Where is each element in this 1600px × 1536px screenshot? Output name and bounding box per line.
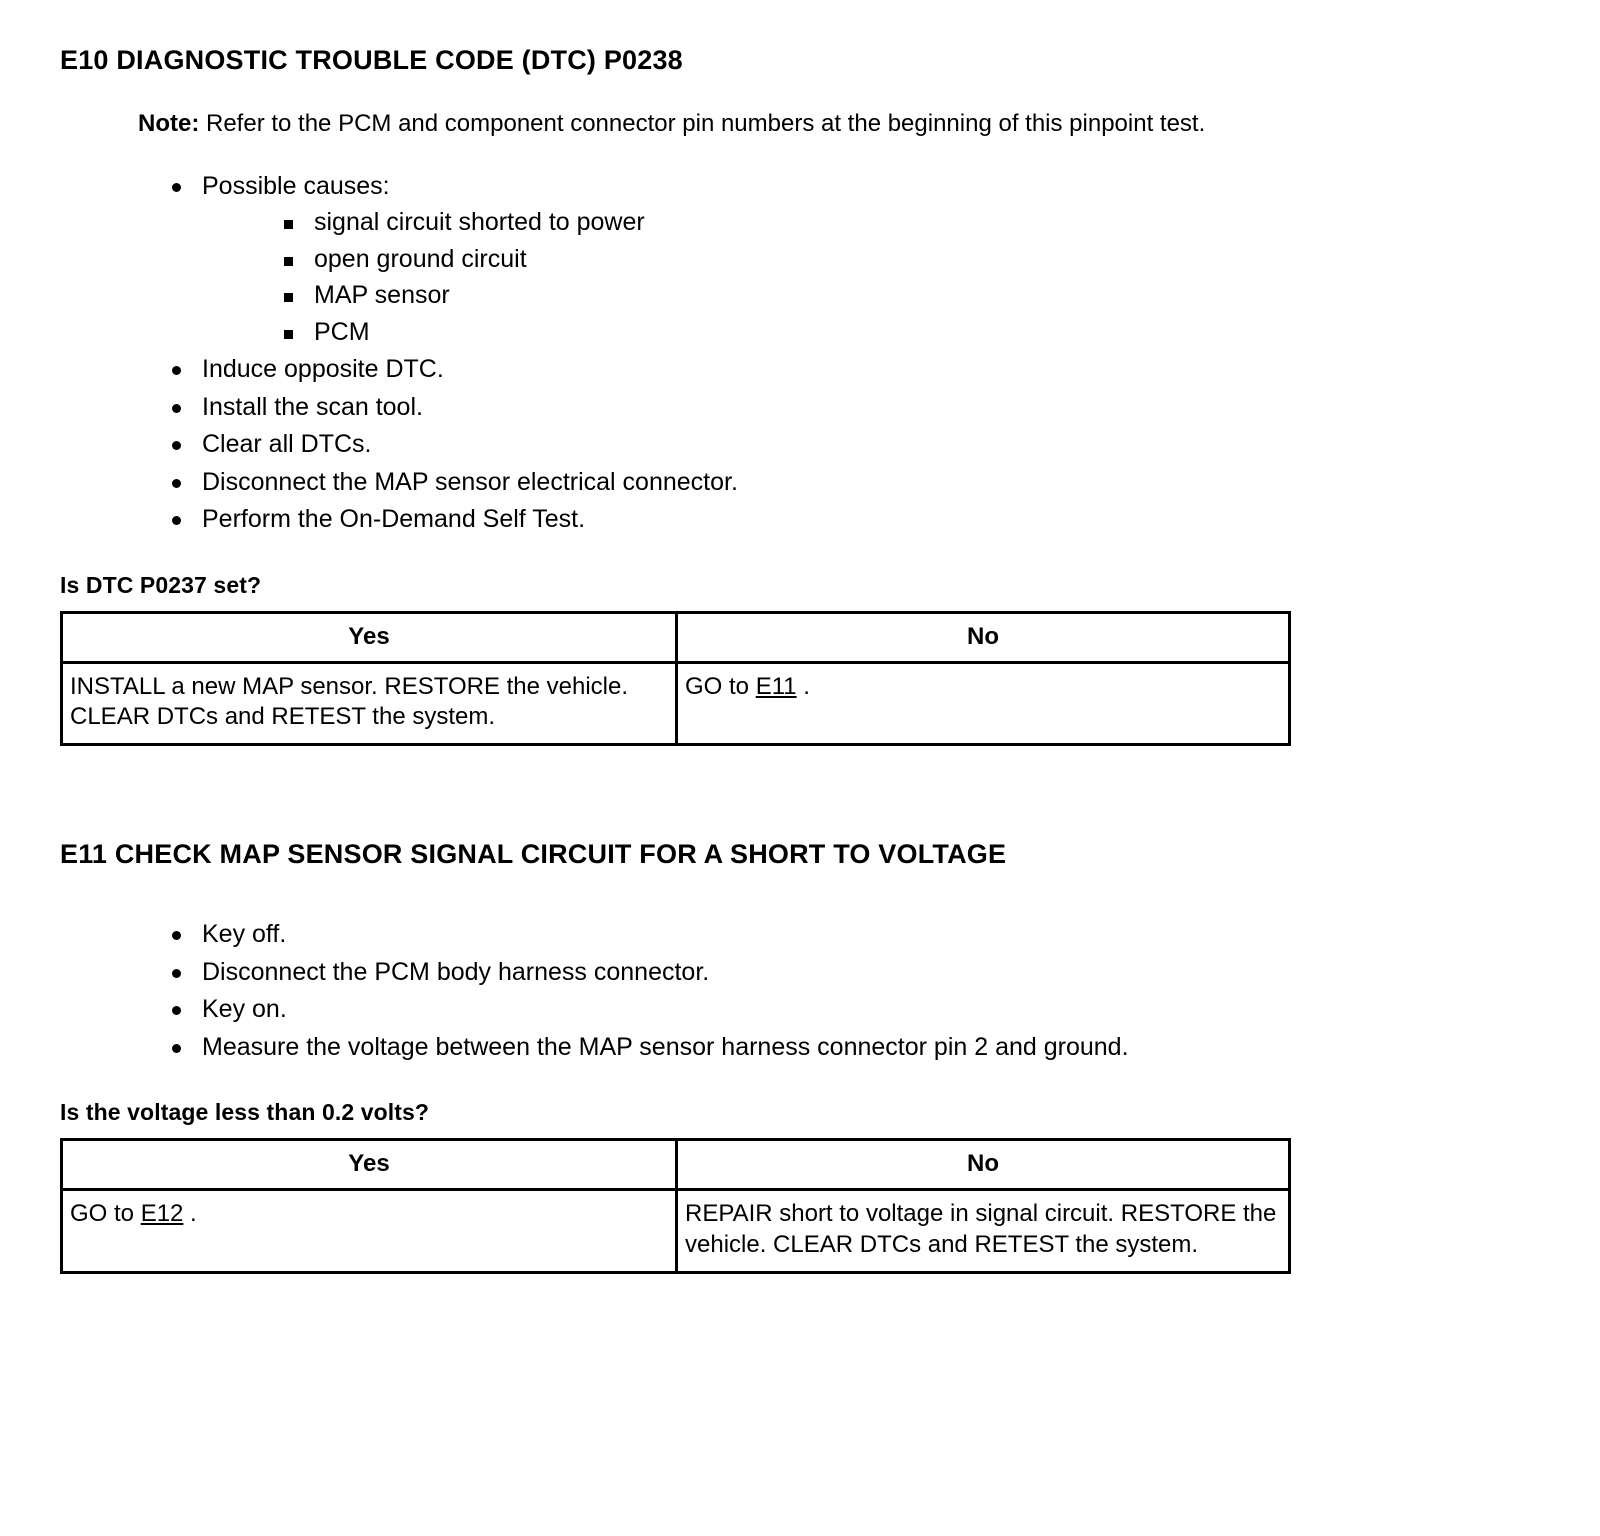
goto-prefix: GO to: [685, 672, 756, 700]
link-e12[interactable]: E12: [140, 1200, 184, 1228]
list-item: [280, 241, 1540, 278]
goto-suffix: .: [183, 1200, 197, 1228]
table-header-row: [62, 1140, 1290, 1190]
decision-table-e11: [60, 1138, 1291, 1273]
list-item: [168, 168, 1540, 351]
list-item-label: Induce opposite DTC.: [202, 355, 444, 384]
table-header-row: [62, 612, 1290, 662]
list-item: [168, 389, 1540, 426]
causes-list-e10: [202, 204, 1540, 350]
cell-yes-action: INSTALL a new MAP sensor. RESTORE the vehicle. CLEAR DTCs and RETEST the system.: [62, 662, 677, 744]
list-item-label: Perform the On-Demand Self Test.: [202, 505, 586, 534]
cell-no-action: [677, 662, 1290, 744]
steps-list-e10: [60, 168, 1540, 538]
list-item: [280, 314, 1540, 351]
column-header-no: No: [677, 612, 1290, 662]
decision-table-e10: [60, 611, 1291, 746]
list-item: [168, 1029, 1540, 1066]
list-item-label: PCM: [314, 317, 370, 346]
goto-suffix: .: [796, 672, 810, 700]
list-item-label: Clear all DTCs.: [202, 430, 372, 459]
note-text: Refer to the PCM and component connector pin numbers at the beginning of this pinpoint test.: [199, 110, 1206, 138]
section-e11: [60, 838, 1540, 1274]
list-item: [168, 426, 1540, 463]
question-e11: Is the voltage less than 0.2 volts?: [60, 1099, 430, 1126]
list-item: [168, 916, 1540, 953]
link-e11[interactable]: E11: [755, 672, 797, 700]
list-item-label: open ground circuit: [314, 244, 527, 273]
table-row: [62, 1190, 1290, 1272]
list-item: [168, 991, 1540, 1028]
steps-list-e11: [60, 916, 1540, 1065]
note-label: Note:: [138, 110, 200, 138]
list-item: [168, 351, 1540, 388]
list-item-label: signal circuit shorted to power: [314, 208, 645, 237]
list-item-label: Key off.: [202, 920, 287, 949]
note-e10: [138, 108, 1540, 139]
list-item-label: Key on.: [202, 995, 287, 1024]
goto-prefix: GO to: [70, 1200, 141, 1228]
list-item: [168, 464, 1540, 501]
section-e10: [60, 44, 1540, 746]
list-item: [280, 277, 1540, 314]
list-item: [168, 954, 1540, 991]
list-item: [168, 501, 1540, 538]
page-title-e11: E11 CHECK MAP SENSOR SIGNAL CIRCUIT FOR A SHORT TO VOLTAGE: [60, 839, 1007, 870]
cell-no-action: REPAIR short to voltage in signal circuit. RESTORE the vehicle. CLEAR DTCs and RETEST the system.: [677, 1190, 1290, 1272]
list-item-label: MAP sensor: [314, 281, 450, 310]
list-item-label: Possible causes:: [202, 171, 390, 200]
list-item-label: Install the scan tool.: [202, 392, 423, 421]
list-item-label: Disconnect the PCM body harness connector.: [202, 957, 710, 986]
table-row: [62, 662, 1290, 744]
column-header-yes: Yes: [62, 1140, 677, 1190]
list-item: [280, 204, 1540, 241]
column-header-no: No: [677, 1140, 1290, 1190]
question-e10: Is DTC P0237 set?: [60, 571, 262, 598]
page-title-e10: E10 DIAGNOSTIC TROUBLE CODE (DTC) P0238: [60, 45, 683, 75]
list-item-label: Measure the voltage between the MAP sensor harness connector pin 2 and ground.: [202, 1032, 1129, 1061]
column-header-yes: Yes: [62, 612, 677, 662]
list-item-label: Disconnect the MAP sensor electrical connector.: [202, 467, 738, 496]
cell-yes-action: [62, 1190, 677, 1272]
